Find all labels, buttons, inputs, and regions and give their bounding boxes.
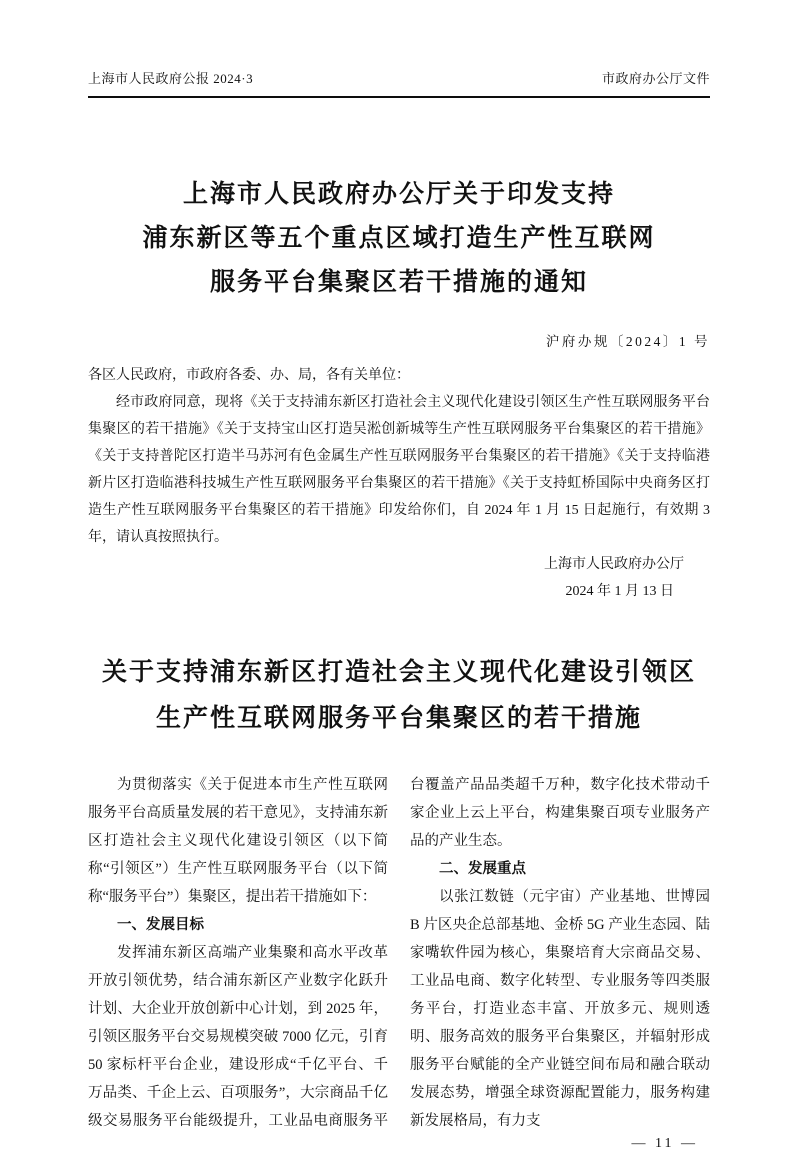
- page-number: — 11 —: [631, 1136, 698, 1151]
- section-1-heading: 一、发展目标: [117, 917, 204, 933]
- header-rule: [88, 96, 710, 98]
- gazette-name-and-issue: 上海市人民政府公报 2024·3: [88, 71, 254, 86]
- article-intro-paragraph: 为贯彻落实《关于促进本市生产性互联网服务平台高质量发展的若干意见》，支持浦东新区打造社会主义现代化建设引领区（以下简称“引领区”）生产性互联网服务平台（以下简称“服务平台”）集聚区，提出若干措施如下：: [88, 777, 388, 905]
- section-2-heading: 二、发展重点: [439, 861, 526, 877]
- running-header: [88, 68, 710, 87]
- notice-title-line-2: 浦东新区等五个重点区域打造生产性互联网: [142, 224, 656, 252]
- signature-organization: 上海市人民政府办公厅: [544, 557, 684, 572]
- section-2-paragraph: 以张江数链（元宇宙）产业基地、世博园 B 片区央企总部基地、金桥 5G 产业生态园、陆家嘴软件园为核心，集聚培育大宗商品交易、工业品电商、数字化转型、专业服务等四类服务平台，打造业态丰富、开放多元、规则透明、服务高效的服务平台集聚区，并辐射形成服务平台赋能的全产业链空间布局和融合联动发展态势，增强全球资源配置能力，服务构建新发展格局，有力支: [410, 889, 710, 1129]
- recipient-line: 各区人民政府，市政府各委、办、局，各有关单位：: [88, 368, 410, 383]
- attachment-title-line-1: 关于支持浦东新区打造社会主义现代化建设引领区: [101, 658, 696, 686]
- notice-title-line-3: 服务平台集聚区若干措施的通知: [209, 268, 588, 296]
- section-1-paragraph: 发挥浦东新区高端产业集聚和高水平改革开放引领优势，结合浦东新区产业数字化跃升计划、大企业开放创新中心计划，到 2025 年，引领区服务平台交易规模突破 7000 亿元，引育 50 家标杆平台企业，建设形成“千亿平台、千万品类、千企上云、百项服务”，大宗商品千亿级交易服务平台能级提升，工业品电商服务平台覆盖产品品类超千万种，数字化技术带动千家企业上云上平台，构建集聚百项专业服务产品的产业生态。: [88, 777, 710, 1129]
- attachment-title-line-2: 生产性互联网服务平台集聚区的若干措施: [155, 704, 642, 732]
- attachment-title: [88, 649, 710, 741]
- document-category-label: 市政府办公厅文件: [601, 71, 710, 86]
- signature-date: 2024 年 1 月 13 日: [565, 584, 674, 599]
- notice-letter: [88, 362, 710, 605]
- notice-title: [88, 172, 710, 304]
- attachment-article: [88, 771, 710, 1135]
- notice-title-line-1: 上海市人民政府办公厅关于印发支持: [182, 180, 615, 208]
- notice-body-paragraph: 经市政府同意，现将《关于支持浦东新区打造社会主义现代化建设引领区生产性互联网服务平台集聚区的若干措施》《关于支持宝山区打造吴淞创新城等生产性互联网服务平台集聚区的若干措施》《关于支持普陀区打造半马苏河有色金属生产性互联网服务平台集聚区的若干措施》《关于支持临港新片区打造临港科技城生产性互联网服务平台集聚区的若干措施》《关于支持虹桥国际中央商务区打造生产性互联网服务平台集聚区的若干措施》印发给你们，自 2024 年 1 月 15 日起施行，有效期 3 年，请认真按照执行。: [88, 395, 710, 545]
- document-number: 沪府办规〔2024〕1 号: [545, 334, 710, 349]
